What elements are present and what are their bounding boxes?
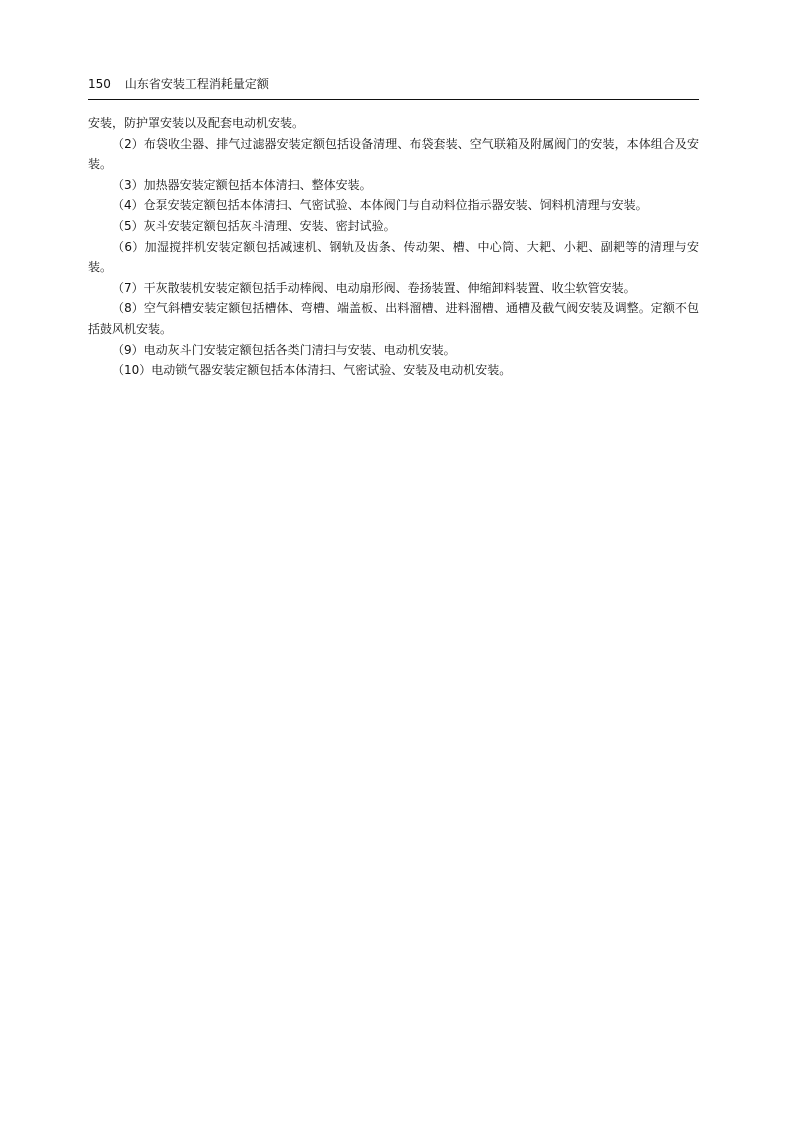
body-text bbox=[88, 113, 699, 381]
paragraph-item-8: （8）空气斜槽安装定额包括槽体、弯槽、端盖板、出料溜槽、进料溜槽、通槽及截气阀安装及调整。定额不包括鼓风机安装。 bbox=[88, 301, 699, 336]
book-title: 山东省安装工程消耗量定额 bbox=[124, 77, 269, 91]
paragraph-item-6: （6）加湿搅拌机安装定额包括减速机、钢轨及齿条、传动架、槽、中心筒、大耙、小耙、副耙等的清理与安装。 bbox=[88, 239, 699, 275]
paragraph-continuation: 安装，防护罩安装以及配套电动机安装。 bbox=[88, 116, 305, 130]
paragraph-item-3: （3）加热器安装定额包括本体清扫、整体安装。 bbox=[112, 177, 372, 192]
paragraph-item-10: （10）电动锁气器安装定额包括本体清扫、气密试验、安装及电动机安装。 bbox=[112, 363, 512, 378]
page-header bbox=[88, 76, 698, 92]
header-rule bbox=[88, 99, 699, 100]
paragraph-item-4: （4）仓泵安装定额包括本体清扫、气密试验、本体阀门与自动料位指示器安装、饲料机清理与安装。 bbox=[112, 198, 648, 213]
paragraph-item-9: （9）电动灰斗门安装定额包括各类门清扫与安装、电动机安装。 bbox=[112, 342, 456, 357]
page-number: 150 bbox=[88, 77, 111, 91]
paragraph-item-2: （2）布袋收尘器、排气过滤器安装定额包括设备清理、布袋套装、空气联箱及附属阀门的安装，本体组合及安装。 bbox=[88, 136, 699, 172]
paragraph-item-7: （7）干灰散装机安装定额包括手动棒阀、电动扇形阀、卷扬装置、伸缩卸料装置、收尘软管安装。 bbox=[112, 280, 636, 295]
paragraph-item-5: （5）灰斗安装定额包括灰斗清理、安装、密封试验。 bbox=[112, 218, 396, 233]
